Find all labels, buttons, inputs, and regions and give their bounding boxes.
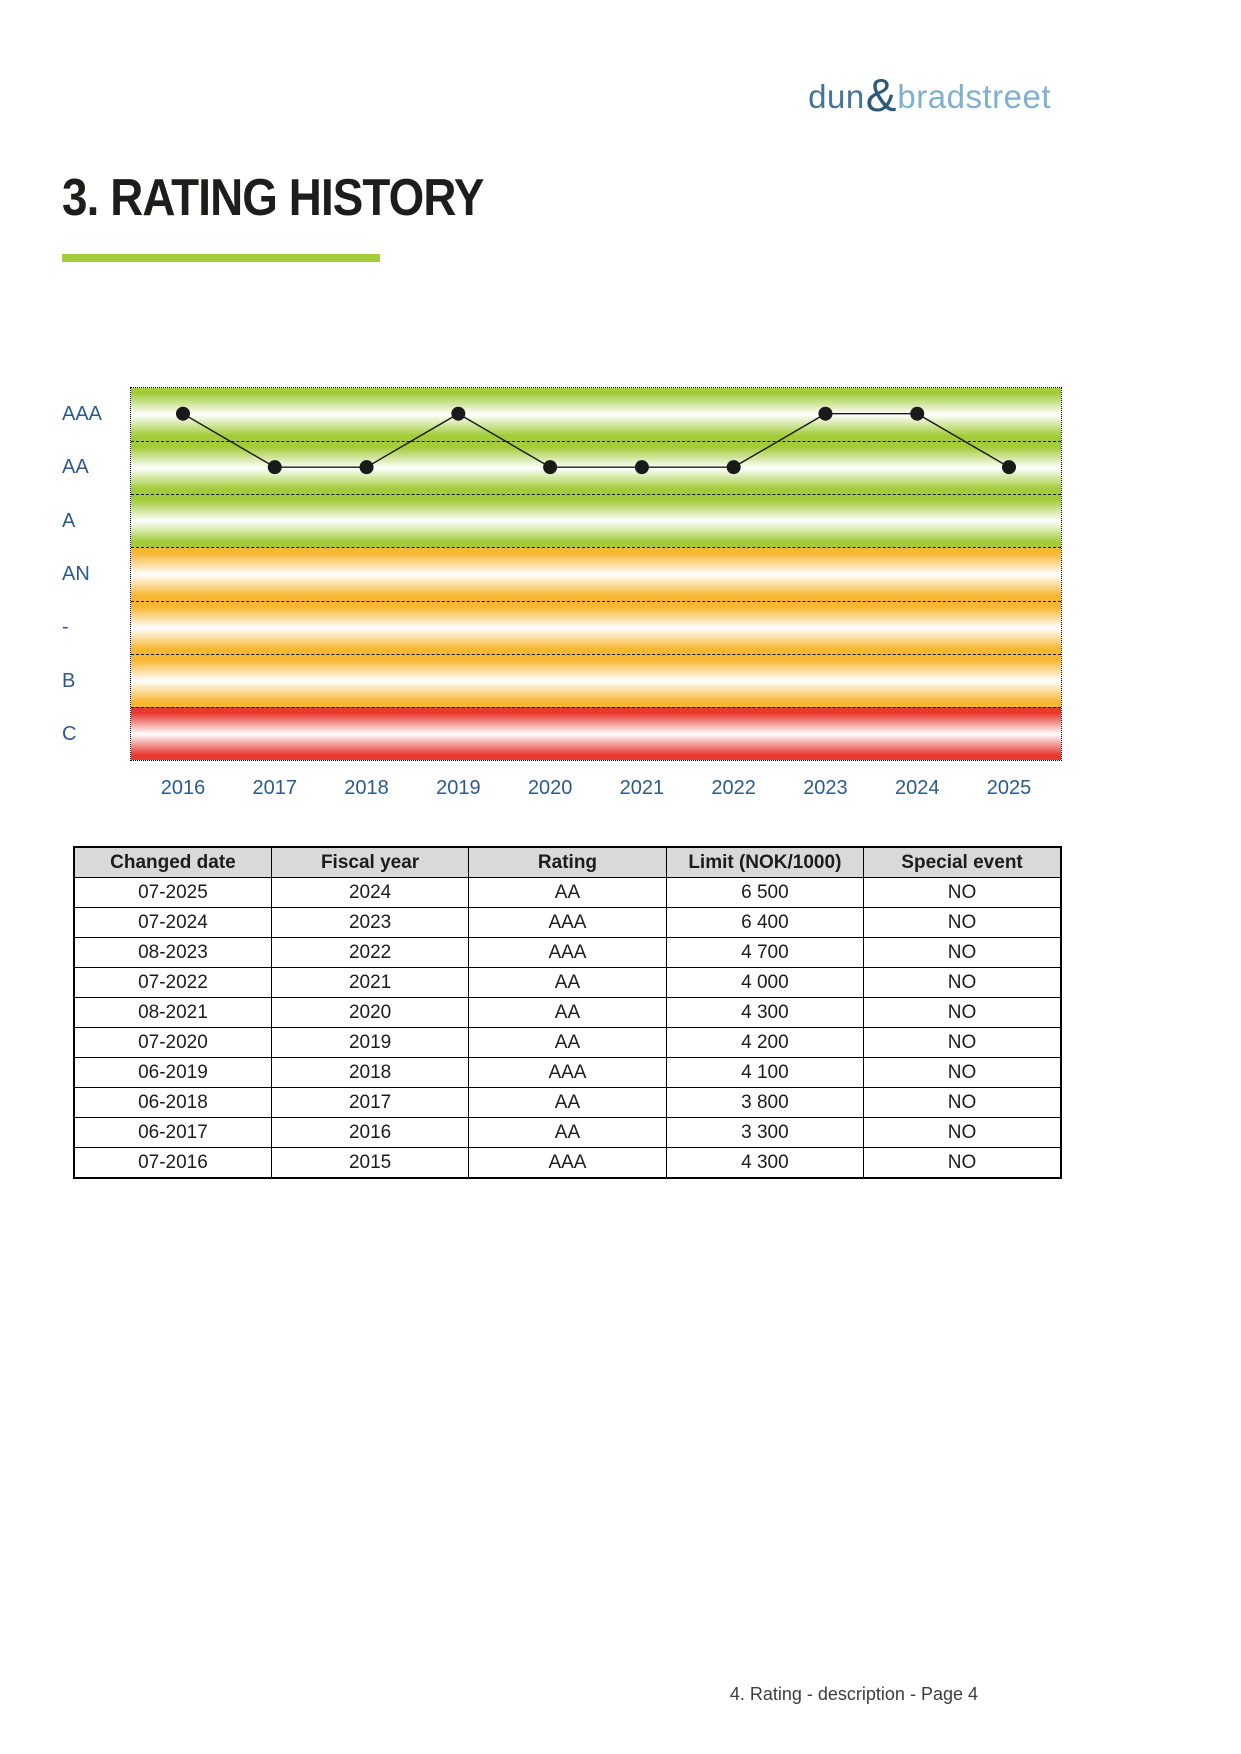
logo-text-dun: dun — [808, 78, 865, 115]
table-cell: 07-2020 — [74, 1028, 271, 1058]
data-point-2018 — [360, 460, 374, 474]
column-header-changed-date: Changed date — [74, 847, 271, 878]
table-cell: 07-2025 — [74, 878, 271, 908]
table-cell: 2024 — [271, 878, 468, 908]
x-axis-label-2025: 2025 — [986, 777, 1032, 799]
rating-history-table — [73, 846, 1062, 1179]
data-point-2023 — [818, 407, 832, 421]
page-title: 3. RATING HISTORY — [62, 169, 484, 227]
table-cell: 4 300 — [666, 1148, 863, 1179]
table-cell: AAA — [469, 938, 666, 968]
table-cell: AAA — [469, 908, 666, 938]
title-underline — [62, 254, 380, 262]
y-axis-label-an: AN — [62, 563, 90, 585]
dun-and-bradstreet-logo — [808, 69, 1051, 121]
table-row — [74, 878, 1061, 908]
table-cell: AA — [469, 1118, 666, 1148]
y-axis-label-a: A — [62, 509, 76, 532]
x-axis-label-2020: 2020 — [527, 777, 573, 799]
x-axis-label-2019: 2019 — [436, 777, 481, 799]
table-cell: 2020 — [271, 998, 468, 1028]
x-axis-label-2016: 2016 — [160, 777, 206, 799]
table-cell: NO — [864, 1148, 1061, 1179]
y-axis-label-aa: AA — [62, 456, 89, 479]
data-point-2019 — [451, 407, 465, 421]
table-cell: 4 100 — [666, 1058, 863, 1088]
table-cell: 06-2017 — [74, 1118, 271, 1148]
rating-line-series — [130, 387, 1062, 761]
table-cell: NO — [864, 998, 1061, 1028]
data-point-2022 — [727, 460, 741, 474]
table-cell: 07-2016 — [74, 1148, 271, 1179]
y-axis-label-aaa: AAA — [62, 402, 103, 425]
table-cell: 2016 — [271, 1118, 468, 1148]
data-point-2021 — [635, 460, 649, 474]
logo-ampersand-icon: & — [865, 69, 897, 121]
table-cell: NO — [864, 938, 1061, 968]
logo-text-bradstreet: bradstreet — [897, 78, 1051, 115]
data-point-2017 — [268, 460, 282, 474]
table-cell: AA — [469, 968, 666, 998]
x-axis-label-2023: 2023 — [803, 777, 848, 799]
table-cell: AAA — [469, 1058, 666, 1088]
table-cell: 2015 — [271, 1148, 468, 1179]
table-cell: 2023 — [271, 908, 468, 938]
table-cell: 6 400 — [666, 908, 863, 938]
table-cell: AA — [469, 878, 666, 908]
table-cell: NO — [864, 878, 1061, 908]
x-axis-label-2017: 2017 — [252, 777, 298, 799]
table-cell: 4 200 — [666, 1028, 863, 1058]
table-cell: NO — [864, 1118, 1061, 1148]
column-header-fiscal-year: Fiscal year — [271, 847, 468, 878]
table-cell: 2017 — [271, 1088, 468, 1118]
table-row — [74, 998, 1061, 1028]
table-cell: 6 500 — [666, 878, 863, 908]
table-cell: 2019 — [271, 1028, 468, 1058]
table-cell: AA — [469, 1088, 666, 1118]
table-cell: 4 000 — [666, 968, 863, 998]
table-cell: 3 800 — [666, 1088, 863, 1118]
table-cell: NO — [864, 908, 1061, 938]
table-row — [74, 968, 1061, 998]
table-cell: 3 300 — [666, 1118, 863, 1148]
y-axis-label--: - — [62, 616, 69, 639]
data-point-2025 — [1002, 460, 1016, 474]
table-cell: AAA — [469, 1148, 666, 1179]
column-header-limit: Limit (NOK/1000) — [666, 847, 863, 878]
table-cell: 06-2019 — [74, 1058, 271, 1088]
x-axis-label-2018: 2018 — [344, 777, 389, 799]
table-row — [74, 1028, 1061, 1058]
page-footer: 4. Rating - description - Page 4 — [729, 1684, 978, 1704]
table-row — [74, 938, 1061, 968]
table-cell: 08-2023 — [74, 938, 271, 968]
table-cell: NO — [864, 1028, 1061, 1058]
table-cell: NO — [864, 1088, 1061, 1118]
y-axis-label-c: C — [62, 723, 77, 746]
table-cell: 2022 — [271, 938, 468, 968]
table-row — [74, 1148, 1061, 1179]
rating-trend-line — [183, 414, 1009, 467]
table-cell: NO — [864, 1058, 1061, 1088]
data-point-2016 — [176, 407, 190, 421]
table-cell: 2018 — [271, 1058, 468, 1088]
table-cell: 06-2018 — [74, 1088, 271, 1118]
table-cell: 07-2022 — [74, 968, 271, 998]
table-cell: 08-2021 — [74, 998, 271, 1028]
data-point-2024 — [910, 407, 924, 421]
table-cell: AA — [469, 998, 666, 1028]
x-axis-label-2022: 2022 — [711, 777, 756, 799]
column-header-special-event: Special event — [864, 847, 1061, 878]
table-row — [74, 908, 1061, 938]
data-point-2020 — [543, 460, 557, 474]
table-row — [74, 1118, 1061, 1148]
table-cell: 07-2024 — [74, 908, 271, 938]
table-cell: 4 300 — [666, 998, 863, 1028]
y-axis-label-b: B — [62, 669, 76, 692]
column-header-rating: Rating — [469, 847, 666, 878]
table-row — [74, 1088, 1061, 1118]
x-axis-label-2021: 2021 — [619, 777, 665, 799]
table-cell: AA — [469, 1028, 666, 1058]
x-axis-label-2024: 2024 — [894, 777, 940, 799]
table-header-row — [74, 847, 1061, 878]
table-cell: NO — [864, 968, 1061, 998]
table-row — [74, 1058, 1061, 1088]
table-cell: 2021 — [271, 968, 468, 998]
table-cell: 4 700 — [666, 938, 863, 968]
